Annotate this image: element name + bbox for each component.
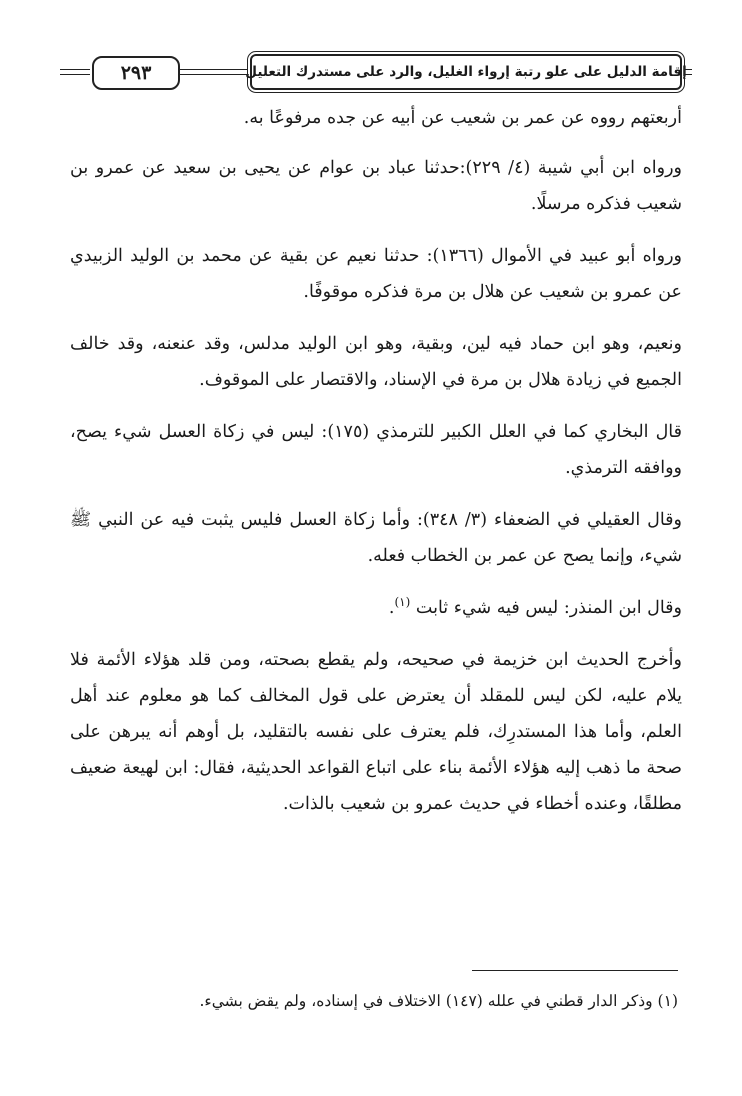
paragraph-1: أربعتهم رووه عن عمر بن شعيب عن أبيه عن جده مرفوعًا به. [243,108,682,128]
main-text [70,100,682,838]
paragraph-6: وقال العقيلي في الضعفاء (٣/ ٣٤٨): وأما زكاة العسل فليس يثبت فيه عن النبي ﷺ شيء، وإنما يصح عن عمر بن الخطاب فعله. [70,510,683,566]
header-rule-left [60,69,90,75]
running-title: إقامة الدليل على علو رتبة إرواء الغليل، والرد على مستدرك التعليل [250,54,682,90]
header-rule-middle [180,69,248,75]
footnote-separator [472,970,678,971]
paragraph-3: ورواه أبو عبيد في الأموال (١٣٦٦): حدثنا نعيم عن بقية عن محمد بن الوليد الزبيدي عن عمرو بن شعيب عن هلال بن مرة فذكره موقوفًا. [70,246,682,302]
paragraph-7: وقال ابن المنذر: ليس فيه شيء ثابت $^{(١)}$. [388,595,682,618]
paragraph-8: وأخرج الحديث ابن خزيمة في صحيحه، ولم يقطع بصحته، ومن قلد هؤلاء الأئمة فلا يلام عليه، لكن ليس للمقلد أن يعترض على قول المخالف كما هو معلوم عند أهل العلم، وأما هذا المستدرِك، فلم يعترف على نفسه بالتقليد، بل أوهم أنه يبرهن على صحة ما ذهب إليه هؤلاء الأئمة بناء على اتباع القواعد الحديثية، فقال: ابن لهيعة ضعيف مطلقًا، وعنده أخطاء في حديث عمرو بن شعيب بالذات. [70,650,683,814]
paragraph-5: قال البخاري كما في العلل الكبير للترمذي (١٧٥): ليس في زكاة العسل شيء يصح، ووافقه الترمذي. [70,422,682,478]
paragraph-4: ونعيم، وهو ابن حماد فيه لين، وبقية، وهو ابن الوليد مدلس، وقد عنعنه، وقد خالف الجميع في زيادة هلال بن مرة في الإسناد، والاقتصار على الموقوف. [70,334,682,390]
footnote: (١) وذكر الدار قطني في علله (١٤٧) الاختلاف في إسناده، ولم يقض بشيء. [199,992,678,1010]
footnote-marker[interactable]: (١) [394,595,411,610]
ibn-mundhir-text: وقال ابن المنذر: ليس فيه شيء ثابت [415,598,682,618]
page-header [60,54,692,92]
page-number: ٢٩٣ [92,56,180,90]
header-rule-right [684,69,692,75]
paragraph-2: ورواه ابن أبي شيبة (٤/ ٢٢٩):حدثنا عباد بن عوام عن يحيى بن سعيد عن عمرو بن شعيب فذكره مرسلًا. [70,158,682,214]
